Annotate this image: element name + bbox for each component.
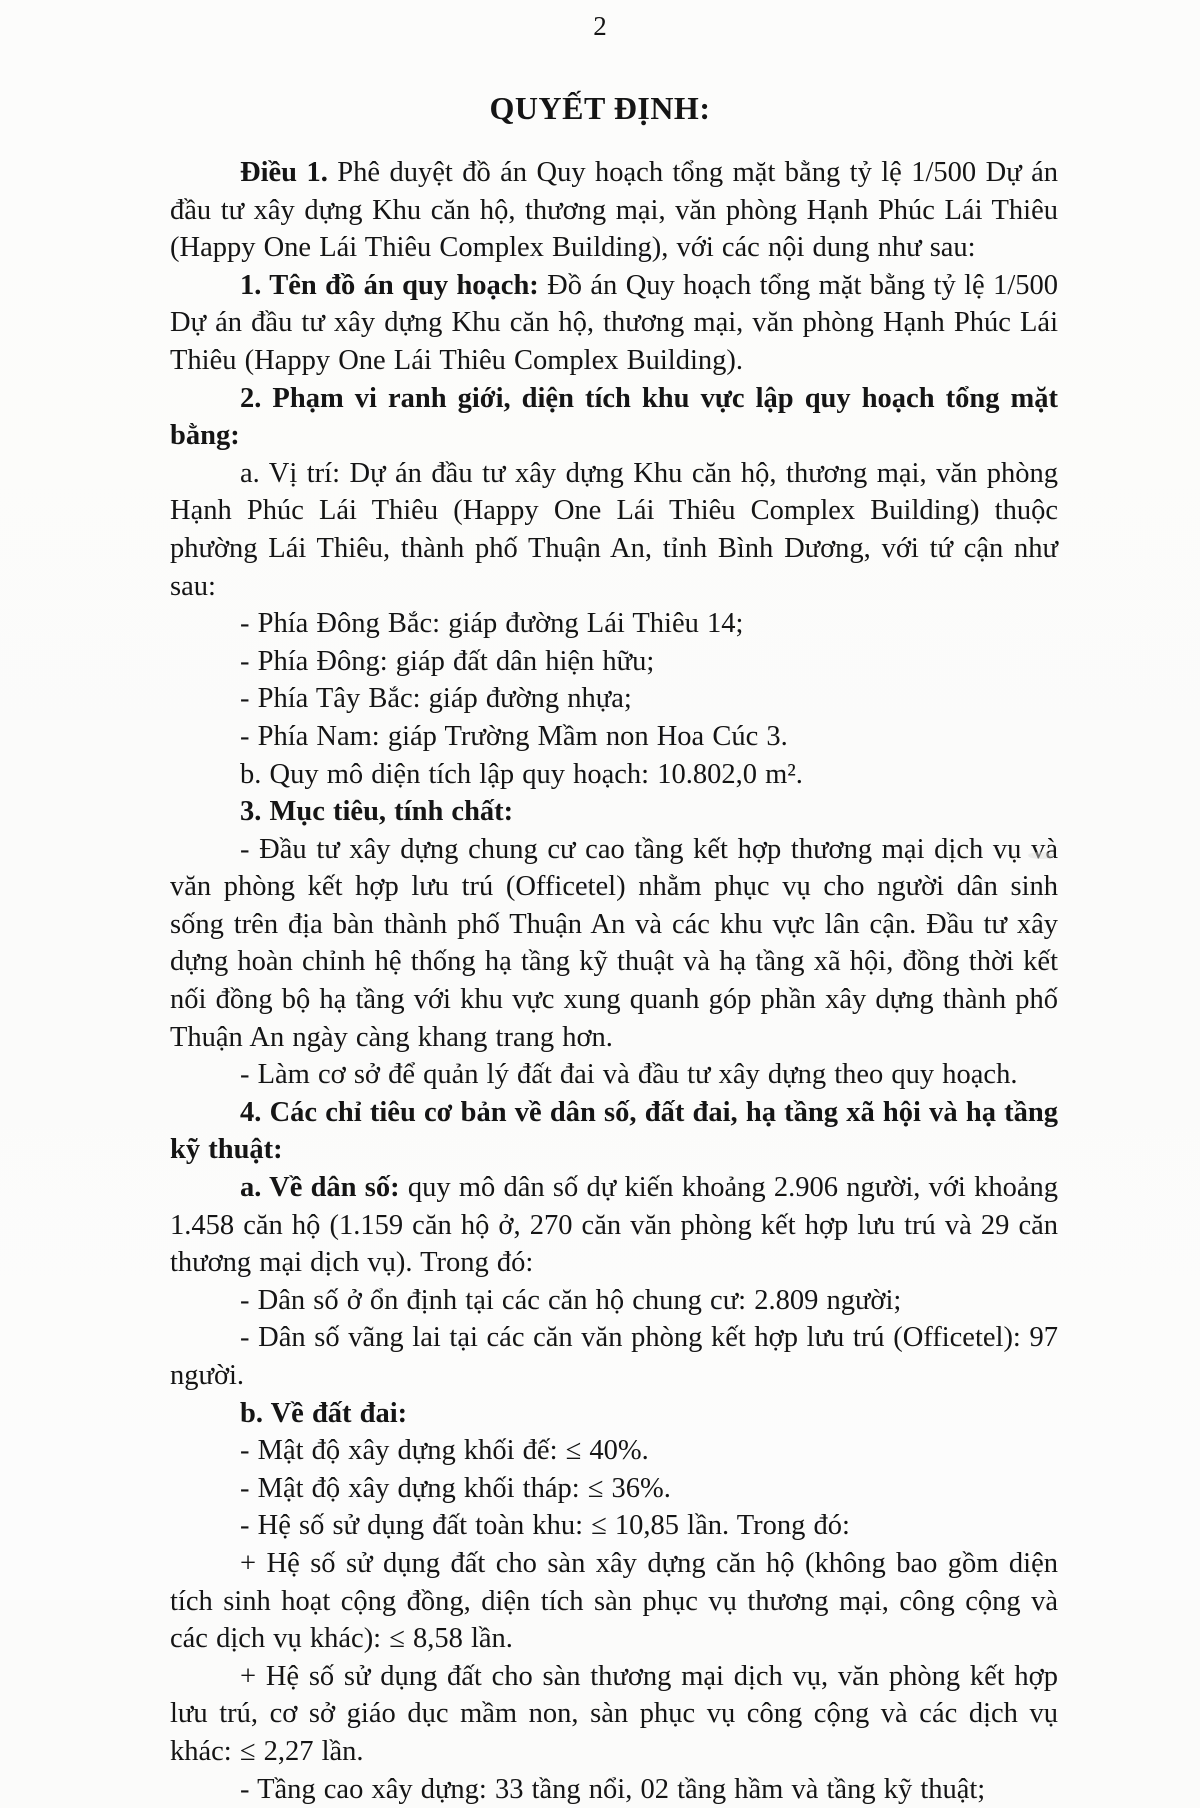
para-phia-tay-bac [170,680,1058,718]
para-quy-mo-text: b. Quy mô diện tích lập quy hoạch: 10.802,0 m². [240,758,803,790]
para-vi-tri [170,455,1058,605]
para-he-so-can-ho [170,1545,1058,1658]
para-dan-so-on-dinh [170,1282,1058,1320]
para-phia-dong-bac [170,605,1058,643]
para-ten-do-an [170,267,1058,380]
para-dieu-1-lead: Điều 1. [240,157,328,188]
para-pham-vi-lead: 2. Phạm vi ranh giới, diện tích khu vực lập quy hoạch tổng mặt bằng: [170,382,1058,452]
para-he-so-thuong-mai [170,1658,1058,1771]
para-muc-tieu-lead: 3. Mục tiêu, tính chất: [240,796,514,828]
para-chi-tieu-heading [170,1094,1058,1169]
para-phia-nam-text: - Phía Nam: giáp Trường Mầm non Hoa Cúc 3. [240,720,788,752]
para-mat-do-khoi-de [170,1432,1058,1470]
para-phia-dong [170,643,1058,681]
para-dau-tu-xay-dung-text: - Đầu tư xây dựng chung cư cao tầng kết hợp thương mại dịch vụ và văn phòng kết hợp lưu trú (Officetel) nhằm phục vụ cho người dân sinh sống trên địa bàn thành phố Thuận An và các khu vực lân cận. Đầu tư xây dựng hoàn chỉnh hệ thống hạ tầng kỹ thuật và hạ tầng xã hội, đồng thời kết nối đồng bộ hạ tầng với khu vực xung quanh góp phần xây dựng thành phố Thuận An ngày càng khang trang hơn. [170,833,1058,1053]
para-lam-co-so [170,1056,1058,1094]
para-chi-tieu-lead: 4. Các chỉ tiêu cơ bản về dân số, đất đai, hạ tầng xã hội và hạ tầng kỹ thuật: [170,1096,1058,1166]
para-ve-dan-so [170,1169,1058,1282]
para-pham-vi-heading [170,380,1058,455]
para-dieu-1 [170,154,1058,267]
para-dan-so-vang-lai [170,1319,1058,1394]
para-ve-dat-dai-heading [170,1395,1058,1433]
para-he-so-can-ho-text: + Hệ số sử dụng đất cho sàn xây dựng căn hộ (không bao gồm diện tích sinh hoạt cộng đồng, diện tích sàn phục vụ thương mại, công cộng và các dịch vụ khác): ≤ 8,58 lần. [170,1547,1058,1655]
para-dau-tu-xay-dung [170,831,1058,1057]
para-he-so-toan-khu-text: - Hệ số sử dụng đất toàn khu: ≤ 10,85 lần. Trong đó: [240,1510,850,1542]
para-dieu-1-text: Phê duyệt đồ án Quy hoạch tổng mặt bằng tỷ lệ 1/500 Dự án đầu tư xây dựng Khu căn hộ, thương mại, văn phòng Hạnh Phúc Lái Thiêu (Happy One Lái Thiêu Complex Building), với các nội dung như sau: [170,157,1058,264]
para-vi-tri-text: a. Vị trí: Dự án đầu tư xây dựng Khu căn hộ, thương mại, văn phòng Hạnh Phúc Lái Thiêu (Happy One Lái Thiêu Complex Building) thuộc phường Lái Thiêu, thành phố Thuận An, tỉnh Bình Dương, với tứ cận như sau: [170,457,1058,602]
para-mat-do-khoi-de-text: - Mật độ xây dựng khối đế: ≤ 40%. [240,1435,649,1467]
page-number: 2 [593,11,607,41]
para-phia-tay-bac-text: - Phía Tây Bắc: giáp đường nhựa; [240,683,632,715]
para-phia-dong-text: - Phía Đông: giáp đất dân hiện hữu; [240,645,655,677]
para-ten-do-an-lead: 1. Tên đồ án quy hoạch: [240,269,539,301]
para-mat-do-khoi-thap-text: - Mật độ xây dựng khối tháp: ≤ 36%. [240,1472,671,1504]
para-dan-so-on-dinh-text: - Dân số ở ổn định tại các căn hộ chung cư: 2.809 người; [240,1284,902,1316]
para-ve-dat-dai-lead: b. Về đất đai: [240,1397,408,1429]
para-he-so-toan-khu [170,1507,1058,1545]
para-tang-cao [170,1771,1058,1808]
para-ve-dan-so-lead: a. Về dân số: [240,1172,400,1204]
document-title: QUYẾT ĐỊNH: [489,90,711,126]
para-lam-co-so-text: - Làm cơ sở để quản lý đất đai và đầu tư xây dựng theo quy hoạch. [240,1059,1018,1091]
para-tang-cao-text: - Tầng cao xây dựng: 33 tầng nổi, 02 tầng hầm và tầng kỹ thuật; [240,1773,986,1805]
para-he-so-thuong-mai-text: + Hệ số sử dụng đất cho sàn thương mại dịch vụ, văn phòng kết hợp lưu trú, cơ sở giáo dục mầm non, sàn phục vụ công cộng và các dịch vụ khác: ≤ 2,27 lần. [170,1660,1058,1767]
para-mat-do-khoi-thap [170,1470,1058,1508]
scan-smudge [1028,852,1054,859]
para-dan-so-vang-lai-text: - Dân số vãng lai tại các căn văn phòng kết hợp lưu trú (Officetel): 97 người. [170,1322,1058,1391]
para-ve-dan-so-text: quy mô dân số dự kiến khoảng 2.906 người, với khoảng 1.458 căn hộ (1.159 căn hộ ở, 270 căn văn phòng kết hợp lưu trú và 29 căn thương mại dịch vụ). Trong đó: [170,1172,1058,1279]
para-phia-dong-bac-text: - Phía Đông Bắc: giáp đường Lái Thiêu 14; [240,608,744,640]
para-ten-do-an-text: Đồ án Quy hoạch tổng mặt bằng tỷ lệ 1/500 Dự án đầu tư xây dựng Khu căn hộ, thương mại, văn phòng Hạnh Phúc Lái Thiêu (Happy One Lái Thiêu Complex Building). [170,269,1058,376]
para-phia-nam [170,718,1058,756]
document-body [170,154,1058,1808]
para-quy-mo [170,756,1058,794]
para-muc-tieu-heading [170,793,1058,831]
